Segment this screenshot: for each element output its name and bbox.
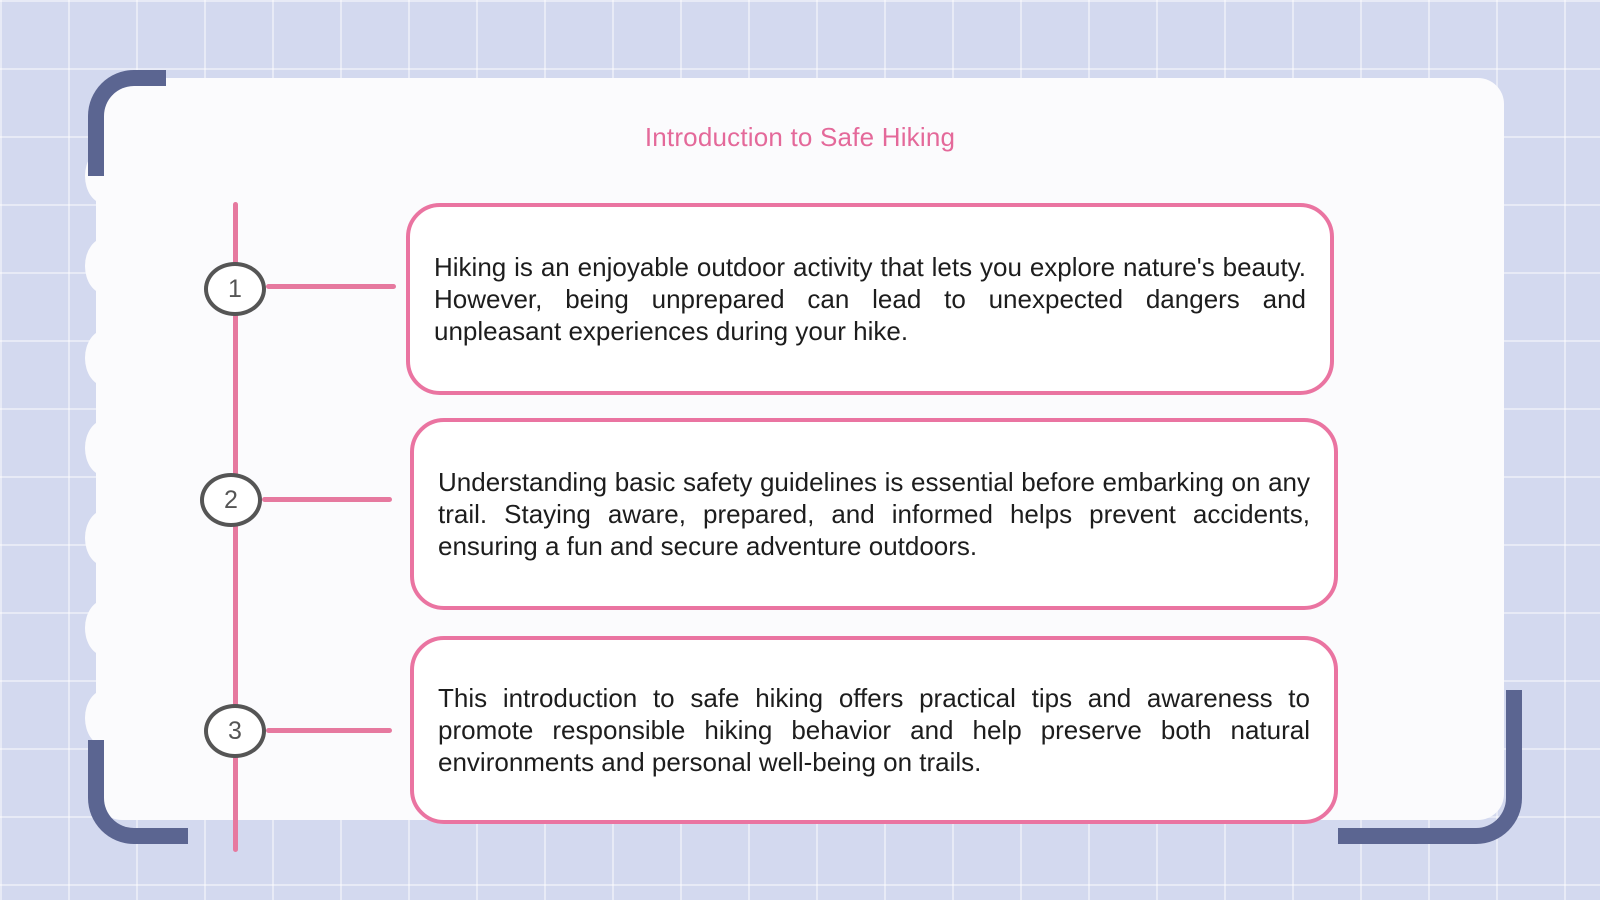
paper-edge-bump [85,510,125,566]
corner-bracket-bottom-right [1338,690,1522,844]
paper-edge-bump [85,330,125,386]
step-number-circle: 1 [204,262,266,316]
paper-edge-bump [85,600,125,656]
step-card-text: Hiking is an enjoyable outdoor activity that lets you explore nature's beauty. However, being unprepared can lead to unexpected dangers and unpleasant experiences during your hike. [434,252,1306,346]
step-card [410,636,1338,824]
step-number-circle: 2 [200,473,262,527]
timeline-connector [262,497,392,502]
paper-edge-bump [85,420,125,476]
paper-edge-bump [85,690,125,746]
step-card [410,418,1338,610]
timeline-connector [266,284,396,289]
corner-bracket-bottom-left [88,740,188,844]
step-number-circle: 3 [204,704,266,758]
paper-edge-bump [85,238,125,294]
step-card [406,203,1334,395]
timeline-connector [266,728,392,733]
slide-title: Introduction to Safe Hiking [644,122,956,152]
step-card-text: Understanding basic safety guidelines is essential before embarking on any trail. Staying aware, prepared, and informed helps prevent accidents, ensuring a fun and secure adventure outdoors. [438,467,1310,561]
step-card-text: This introduction to safe hiking offers practical tips and awareness to promote responsible hiking behavior and help preserve both natural environments and personal well-being on trails. [438,683,1310,777]
